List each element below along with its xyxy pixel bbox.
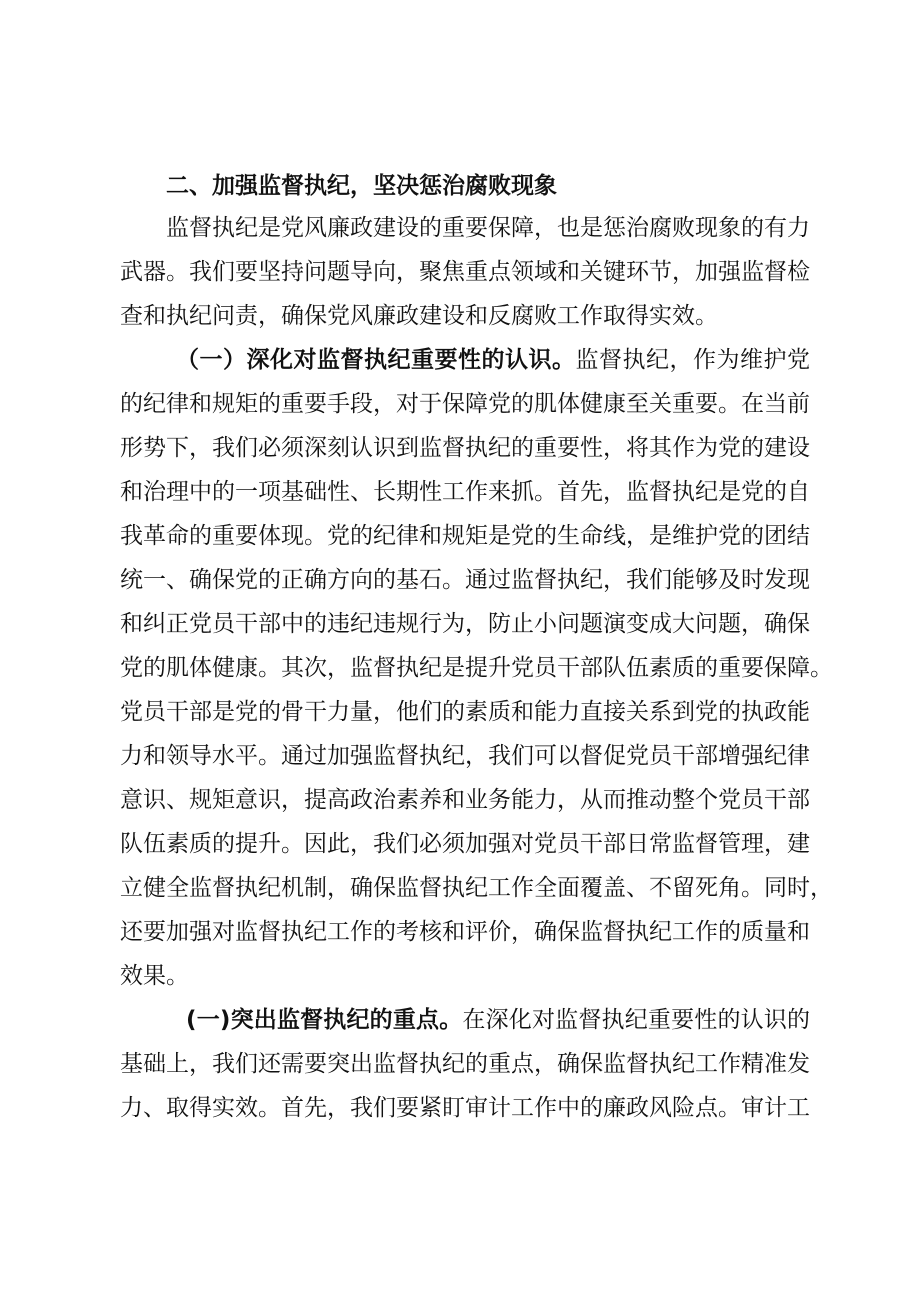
subsection2-first-line-text: 在深化对监督执纪重要性的认识的 — [462, 1007, 810, 1033]
subsection1-line: 队伍素质的提升。因此，我们必须加强对党员干部日常监督管理，建 — [120, 831, 810, 857]
subsection1-line: 意识、规矩意识，提高政治素养和业务能力，从而推动整个党员干部 — [120, 787, 810, 813]
subsection2-first-line — [186, 1005, 810, 1035]
intro-line-3: 查和执纪问责，确保党风廉政建设和反腐败工作取得实效。 — [120, 303, 718, 329]
subsection1-line: 的纪律和规矩的重要手段，对于保障党的肌体健康至关重要。在当前 — [120, 391, 810, 417]
section-heading: 二、加强监督执纪，坚决惩治腐败现象 — [166, 173, 557, 199]
subsection1-line: 和治理中的一项基础性、长期性工作来抓。首先，监督执纪是党的自 — [120, 479, 810, 505]
subsection1-line: 力和领导水平。通过加强监督执纪，我们可以督促党员干部增强纪律 — [120, 743, 810, 769]
subsection2-title: (一)突出监督执纪的重点。 — [186, 1007, 463, 1033]
subsection1-line: 党的肌体健康。其次，监督执纪是提升党员干部队伍素质的重要保障。 — [120, 655, 833, 681]
subsection1-first-line — [176, 345, 810, 375]
subsection1-line: 和纠正党员干部中的违纪违规行为，防止小问题演变成大问题，确保 — [120, 611, 810, 637]
intro-line-1: 监督执纪是党风廉政建设的重要保障，也是惩治腐败现象的有力 — [166, 215, 810, 241]
subsection1-line: 统一、确保党的正确方向的基石。通过监督执纪，我们能够及时发现 — [120, 567, 810, 593]
subsection1-line: 形势下，我们必须深刻认识到监督执纪的重要性，将其作为党的建设 — [120, 435, 810, 461]
subsection1-title: （一）深化对监督执纪重要性的认识。 — [176, 347, 576, 373]
subsection2-line: 基础上，我们还需要突出监督执纪的重点，确保监督执纪工作精准发 — [120, 1051, 810, 1077]
subsection1-line: 党员干部是党的骨干力量，他们的素质和能力直接关系到党的执政能 — [120, 699, 810, 725]
subsection1-line: 效果。 — [120, 963, 189, 989]
subsection1-line: 我革命的重要体现。党的纪律和规矩是党的生命线，是维护党的团结 — [120, 523, 810, 549]
intro-line-2: 武器。我们要坚持问题导向，聚焦重点领域和关键环节，加强监督检 — [120, 259, 810, 285]
subsection1-line: 立健全监督执纪机制，确保监督执纪工作全面覆盖、不留死角。同时， — [120, 875, 833, 901]
subsection1-first-line-text: 监督执纪，作为维护党 — [575, 347, 810, 373]
subsection1-line: 还要加强对监督执纪工作的考核和评价，确保监督执纪工作的质量和 — [120, 919, 810, 945]
subsection2-line: 力、取得实效。首先，我们要紧盯审计工作中的廉政风险点。审计工 — [120, 1095, 810, 1121]
